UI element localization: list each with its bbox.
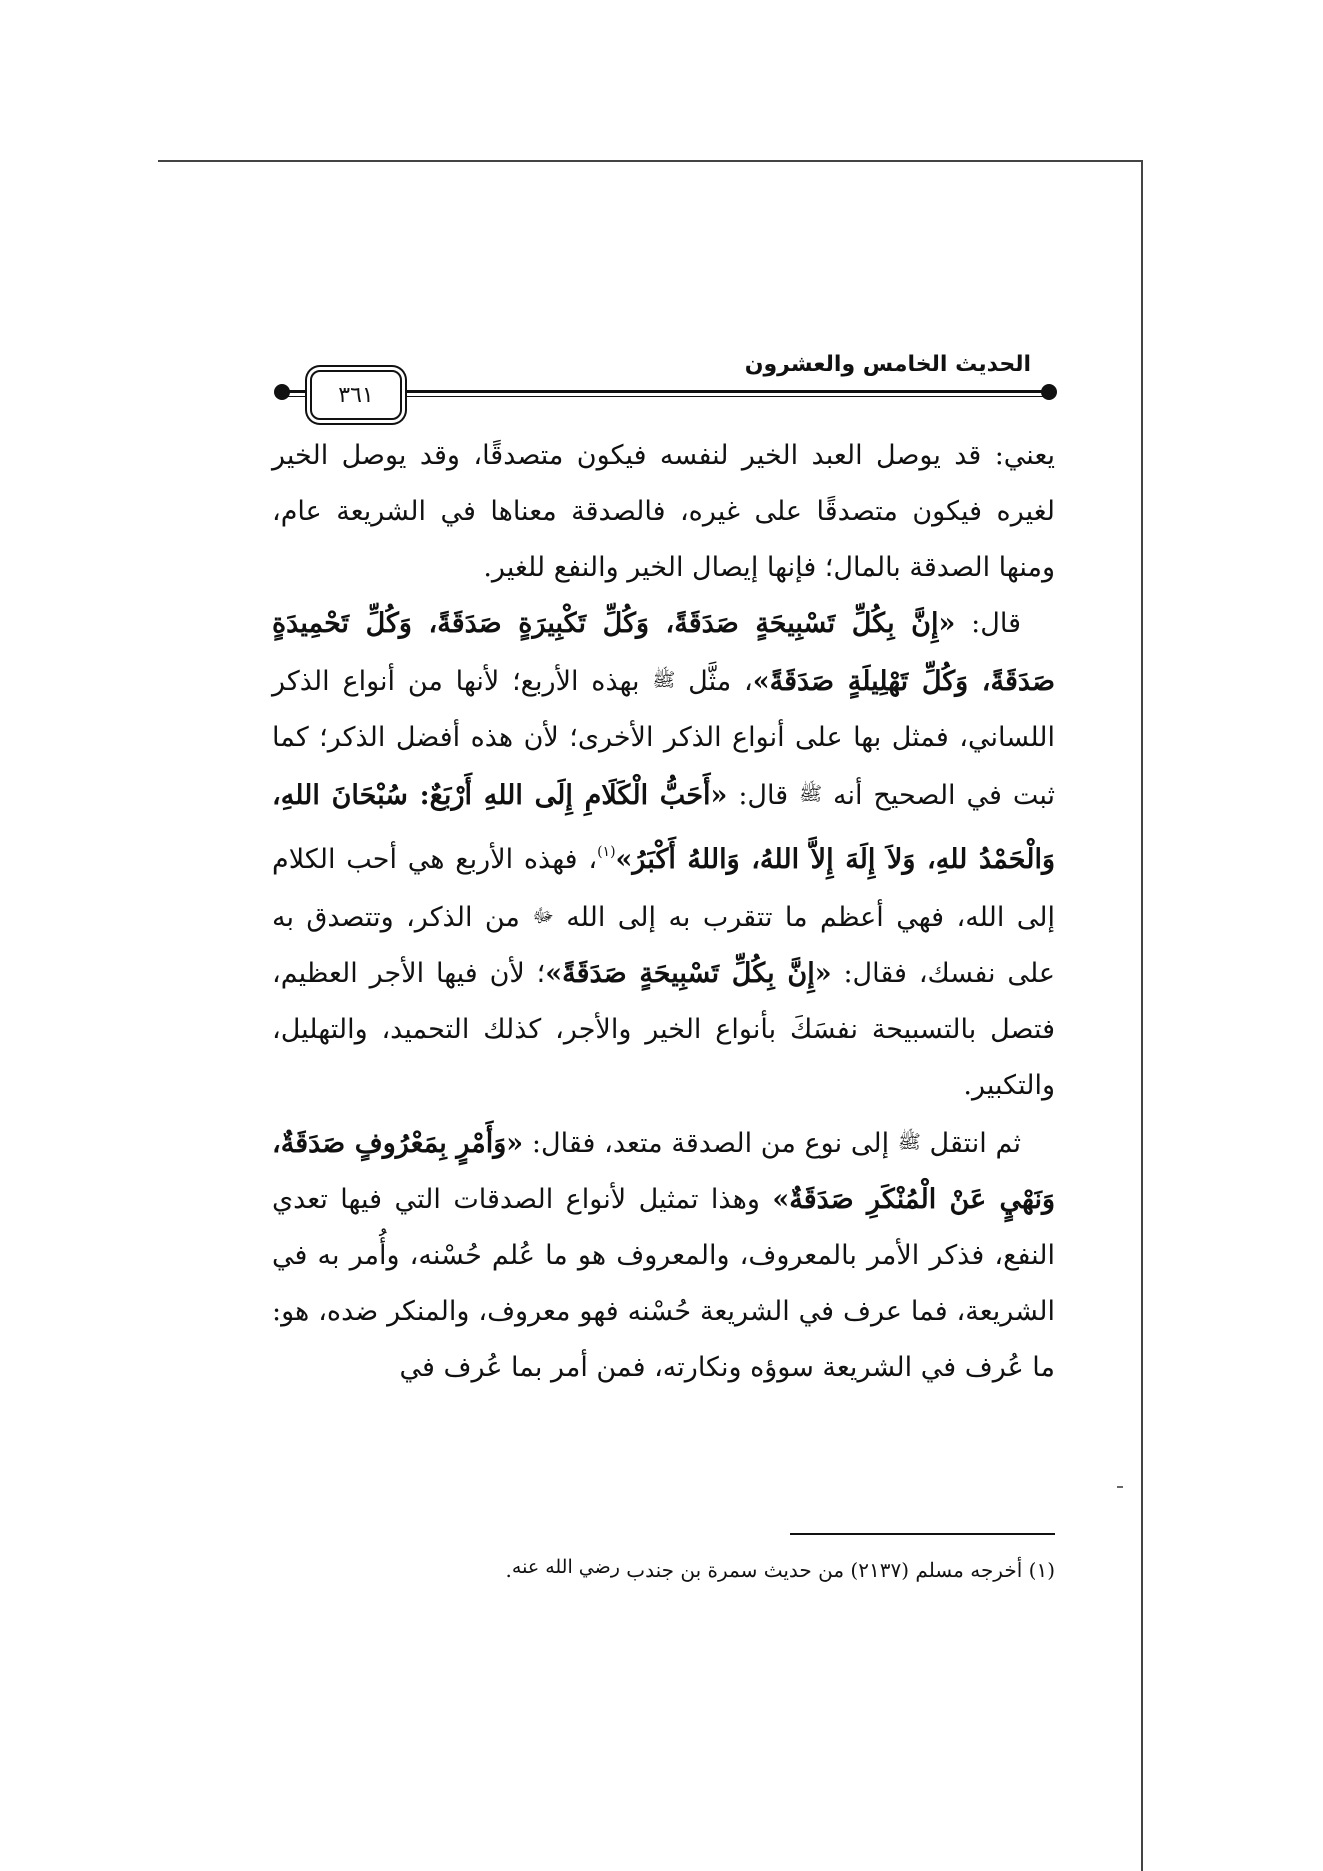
text-run: ، فهذه الأربع هي أحب الكلام إلى الله، فهي أعظم ما تتقرب به إلى الله: [272, 844, 1055, 933]
paragraph-2: [272, 596, 1055, 1114]
page-number: ٣٦١: [310, 370, 402, 420]
text-run: ؛ لأن فيها الأجر العظيم، فتصل بالتسبيحة نفسَكَ بأنواع الخير والأجر، كذلك التحميد، والتهليل، والتكبير.: [272, 958, 1055, 1101]
body-text: [272, 428, 1055, 1396]
footnote-reference: (١): [597, 844, 616, 860]
footnote-end: .: [505, 1558, 512, 1582]
paragraph-1: يعني: قد يوصل العبد الخير لنفسه فيكون متصدقًا، وقد يوصل الخير لغيره فيكون متصدقًا على غيره، فالصدقة معناها في الشريعة عام، ومنها الصدقة بالمال؛ فإنها إيصال الخير والنفع للغير.: [272, 440, 1055, 583]
footnote-text: (١) أخرجه مسلم (٢١٣٧) من حديث سمرة بن جندب: [619, 1558, 1055, 1582]
text-run: إلى نوع من الصدقة متعد، فقال:: [523, 1128, 898, 1159]
running-header: [272, 350, 1057, 420]
text-run: من الذكر، وتتصدق به على نفسك، فقال:: [272, 902, 1055, 989]
scan-speck: [1117, 1486, 1123, 1488]
header-ornament-dot-left: [274, 384, 290, 400]
hadith-quote: «أَحَبُّ الْكَلَامِ إِلَى اللهِ أَرْبَعٌ: سُبْحَانَ اللهِ، وَالْحَمْدُ للهِ، وَلاَ إِلَهَ إِلاَّ اللهُ، وَاللهُ أَكْبَرُ»: [272, 780, 1055, 875]
salutation-glyph: ﷺ: [799, 783, 823, 805]
text-run: بهذه الأربع؛ لأنها من أنواع الذكر اللساني، فمثل بها على أنواع الذكر الأخرى؛ لأن هذه أفضل الذكر؛ كما ثبت في الصحيح أنه: [272, 666, 1055, 811]
hadith-quote: «وَأَمْرٍ بِمَعْرُوفٍ صَدَقَةٌ، وَنَهْيٍ عَنْ الْمُنْكَرِ صَدَقَةٌ»: [272, 1128, 1055, 1215]
hadith-quote: «إِنَّ بِكُلِّ تَسْبِيحَةٍ صَدَقَةً، وَكُلِّ تَكْبِيرَةٍ صَدَقَةً، وَكُلِّ تَحْمِيدَةٍ صَدَقَةً، وَكُلِّ تَهْلِيلَةٍ صَدَقَةً»: [272, 608, 1055, 697]
salutation-glyph: ﷺ: [652, 669, 676, 691]
header-ornament-dot-right: [1041, 384, 1057, 400]
text-run: ، مثَّل: [675, 666, 753, 697]
text-run: ثم انتقل: [920, 1128, 1021, 1159]
salutation-glyph: ﷻ: [532, 905, 554, 927]
paragraph-3: [272, 1114, 1055, 1396]
salutation-glyph: رضي الله عنه: [511, 1556, 620, 1578]
text-run: قال:: [955, 608, 1022, 639]
footnote-separator: [790, 1533, 1055, 1535]
scan-frame-right-line: [1141, 160, 1143, 1871]
text-run: وهذا تمثيل لأنواع الصدقات التي فيها تعدي النفع، فذكر الأمر بالمعروف، والمعروف هو ما عُلم حُسْنه، وأُمر به في الشريعة، فما عرف في الشريعة حُسْنه فهو معروف، والمنكر ضده، هو: ما عُرف في الشريعة سوؤه ونكارته، فمن أمر بما عُرف في: [272, 1184, 1055, 1383]
salutation-glyph: ﷺ: [897, 1131, 921, 1153]
scan-frame-top-line: [158, 160, 1143, 162]
chapter-title: الحديث الخامس والعشرون: [744, 352, 1031, 377]
text-run: قال:: [727, 780, 800, 811]
footnote: [272, 1550, 1055, 1587]
hadith-quote: «إِنَّ بِكُلِّ تَسْبِيحَةٍ صَدَقَةً»: [545, 958, 832, 989]
